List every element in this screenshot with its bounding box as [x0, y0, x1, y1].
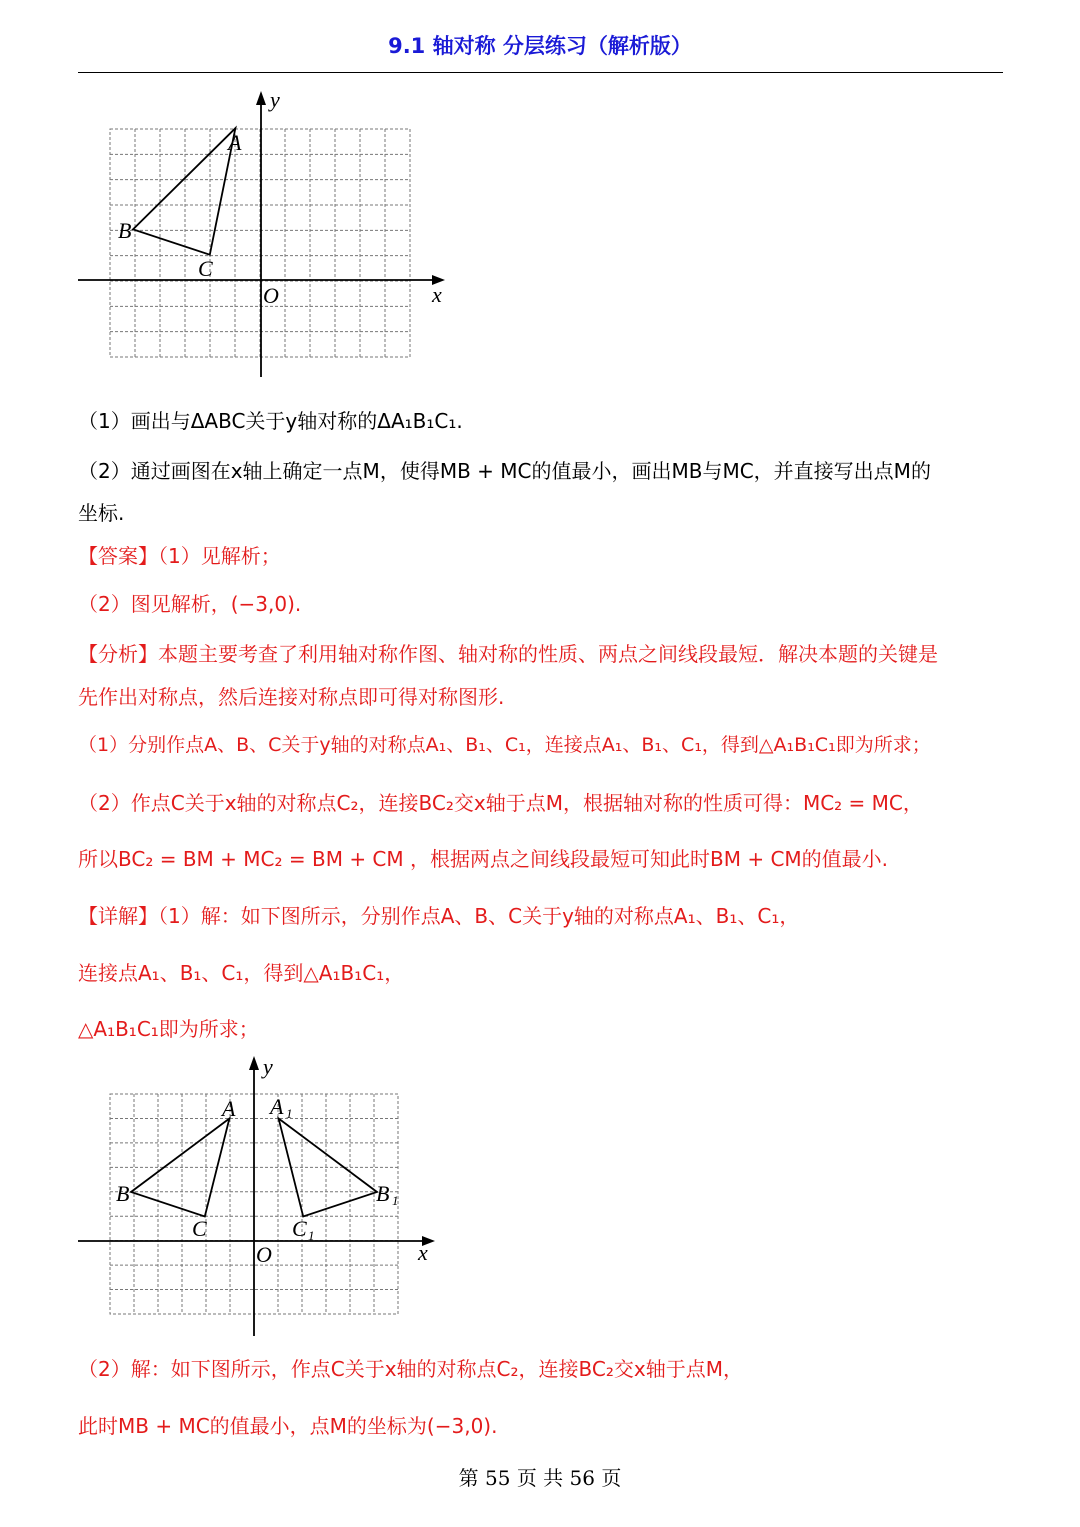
- point-b-label: B: [116, 1181, 130, 1206]
- question-part2-line1: （2）通过画图在x轴上确定一点M，使得MB + MC的值最小，画出MB与MC，并直接写出点M的: [78, 459, 931, 483]
- origin-label: O: [263, 283, 279, 308]
- analysis-line3: （1）分别作点A、B、C关于y轴的对称点A₁、B₁、C₁，连接点A₁、B₁、C₁，得到△A₁B₁C₁即为所求；: [78, 734, 931, 756]
- document-header: 9.1 轴对称 分层练习（解析版）: [388, 34, 692, 58]
- point-b-label: B: [118, 218, 132, 243]
- y-axis-label: y: [270, 87, 280, 112]
- analysis-line4: （2）作点C关于x轴的对称点C₂，连接BC₂交x轴于点M，根据轴对称的性质可得：MC₂ = MC，: [78, 791, 923, 815]
- detail-line5: 此时MB + MC的值最小，点M的坐标为(−3,0).: [78, 1414, 498, 1438]
- point-b1-label: B: [376, 1181, 390, 1206]
- triangle-abc: [133, 128, 235, 255]
- point-a-label: A: [222, 1096, 236, 1121]
- y-axis-label: y: [263, 1054, 273, 1079]
- question-part2-line2: 坐标.: [78, 501, 125, 525]
- detail-line2: 连接点A₁、B₁、C₁，得到△A₁B₁C₁，: [78, 961, 405, 985]
- point-a1-subscript: 1: [286, 1106, 293, 1121]
- point-c-label: C: [198, 256, 213, 281]
- answer-line2: （2）图见解析，(−3,0).: [78, 592, 302, 616]
- page-footer: 第 55 页 共 56 页: [458, 1466, 622, 1490]
- origin-label: O: [256, 1242, 272, 1267]
- point-c1-label: C: [292, 1216, 307, 1241]
- detail-line1: 【详解】（1）解：如下图所示，分别作点A、B、C关于y轴的对称点A₁、B₁、C₁，: [78, 904, 800, 928]
- point-c1-subscript: 1: [308, 1228, 315, 1243]
- point-c-label: C: [192, 1216, 207, 1241]
- x-axis-label: x: [418, 1240, 428, 1265]
- answer-line1: 【答案】（1）见解析；: [78, 544, 281, 568]
- x-axis-label: x: [432, 282, 442, 307]
- analysis-line1: 【分析】本题主要考查了利用轴对称作图、轴对称的性质、两点之间线段最短．解决本题的关键是: [78, 642, 938, 666]
- point-b1-subscript: 1: [392, 1193, 399, 1208]
- figure-reflection: [70, 1050, 450, 1340]
- analysis-line2: 先作出对称点，然后连接对称点即可得对称图形.: [78, 685, 505, 709]
- header-divider: [78, 72, 1003, 73]
- point-a1-label: A: [270, 1094, 284, 1119]
- analysis-line5: 所以BC₂ = BM + MC₂ = BM + CM ，根据两点之间线段最短可知此时BM + CM的值最小.: [78, 847, 889, 871]
- detail-line3: △A₁B₁C₁即为所求；: [78, 1017, 259, 1041]
- figure-triangle-abc: [70, 85, 460, 385]
- detail-line4: （2）解：如下图所示，作点C关于x轴的对称点C₂，连接BC₂交x轴于点M，: [78, 1357, 743, 1381]
- point-a-label: A: [228, 130, 242, 155]
- question-part1: （1）画出与ΔABC关于y轴对称的ΔA₁B₁C₁.: [78, 409, 463, 433]
